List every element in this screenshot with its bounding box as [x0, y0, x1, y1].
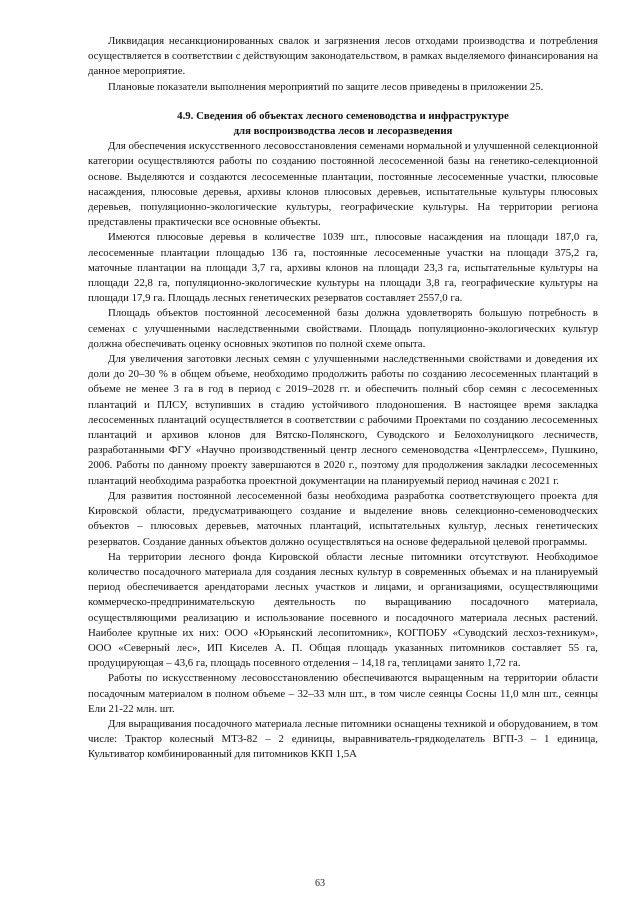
paragraph-appendix-reference: Плановые показатели выполнения мероприятий по защите лесов приведены в приложении 25. — [108, 80, 544, 93]
section-title-line-1: 4.9. Сведения об объектах лесного семеноводства и инфраструктуре — [177, 109, 509, 122]
paragraph-waste-cleanup: Ликвидация несанкционированных свалок и загрязнения лесов отходами производства и потребления осуществляется в соответствии с действующим законодательством, в рамках выделяемого финансирования на данное мероприятие. — [88, 35, 598, 78]
paragraph-seed-base: Для обеспечения искусственного лесовосстановления семенами нормальной и улучшенной селекционной категории осуществляются работы по созданию постоянной лесосеменной базы на генетико-селекционной основе. Выделяются и создаются лесосеменные плантации, постоянные лесосеменные участки, плюсовые насаждения, плюсовые деревья, архивы клонов плюсовых деревьев, испытательные культуры плюсовых деревьев, популяционно-экологические культуры, географические культуры. На территории региона представлены практически все основные объекты. — [88, 140, 598, 229]
paragraph-planting-material: Работы по искусственному лесовосстановлению обеспечиваются выращенным на территории области посадочным материалом в полном объеме – 32–33 млн шт., в том числе сеянцы Сосны 11,0 млн шт., сеянцы Ели 21-22 млн. шт. — [88, 672, 598, 715]
paragraph-plus-trees: Имеются плюсовые деревья в количестве 1039 шт., плюсовые насаждения на площади 187,0 га, лесосеменные плантации площадью 136 га, постоянные лесосеменные участки на площади 375,2 га, маточные плантации на площади 3,7 га, архивы клонов на площади 23,3 га, испытательные культуры на площади 22,8 га, популяционно-экологические культуры на площади 3,8 га, географические культуры на площади 17,9 га. Площадь лесных генетических резерватов составляет 2557,0 га. — [88, 231, 598, 305]
paragraph-seed-base-area: Площадь объектов постоянной лесосеменной базы должна удовлетворять большую потребность в семенах с улучшенными наследственными свойствами. Площадь популяционно-экологических культур должна обеспечивать оценку основных экотипов по полной схеме опыта. — [88, 307, 598, 350]
paragraph-seed-harvest: Для увеличения заготовки лесных семян с улучшенными наследственными свойствами и доведения их доли до 20–30 % в общем объеме, необходимо продолжить работы по созданию лесосеменных плантаций в объеме не менее 3 га в год в период с 2019–2028 гг. и обеспечить полный сбор семян с лесосеменных плантаций и ПЛСУ, вступивших в стадию устойчивого плодоношения. В настоящее время закладка лесосеменных плантаций осуществляется в соответствии с рабочими Проектами по созданию лесосеменных плантаций и архивов клонов для Вятско-Полянского, Суводского и Белохолуницкого лесничеств, разработанными ФГУ «Научно производственный центр лесного семеноводства «Центрлессем», Пушкино, 2006. Работы по данному проекту завершаются в 2020 г., поэтому для продолжения закладки лесосеменных плантаций необходима разработка проектной документации на планируемый период начиная с 2021 г. — [88, 353, 598, 487]
page-number: 63 — [315, 878, 325, 889]
paragraph-equipment: Для выращивания посадочного материала лесные питомники оснащены техникой и оборудованием, в том числе: Трактор колесный МТЗ-82 – 2 единицы, выравниватель-грядкоделатель ВГП-3 – 1 единица, Культиватор комбинированный для питомников ККП 1,5А — [88, 717, 598, 761]
paragraph-nurseries: На территории лесного фонда Кировской области лесные питомники отсутствуют. Необходимое количество посадочного материала для создания лесных культур в современных объемах и на планируемый период обеспечивается арендаторами лесных участков и лицами, и организациями, осуществляющими коммерческо-предпринимательскую деятельность по выращиванию посадочного материала, осуществляющими реализацию и использование посевного и посадочного материала лесных растений. Наиболее крупные их них: ООО «Юрьянский лесопитомник», КОГПОБУ «Суводский лесхоз-техникум», ООО «Северный лес», ИП Киселев А. П. Общая площадь указанных питомников составляет 55 га, продуцирующая – 43,6 га, площадь посевного отделения – 14,18 га, теплицами занято 1,72 га. — [88, 550, 598, 670]
paragraph-development-project: Для развития постоянной лесосеменной базы необходима разработка соответствующего проекта для Кировской области, предусматривающего создание и выделение вновь селекционно-семеноводческих объектов – плюсовых деревьев, маточных плантаций, испытательных культур, лесных генетических резерватов. Создание данных объектов должно осуществляться на основе федеральной целевой программы. — [88, 489, 598, 548]
section-heading — [88, 109, 598, 139]
section-title-line-2: для воспроизводства лесов и лесоразведения — [233, 125, 453, 138]
